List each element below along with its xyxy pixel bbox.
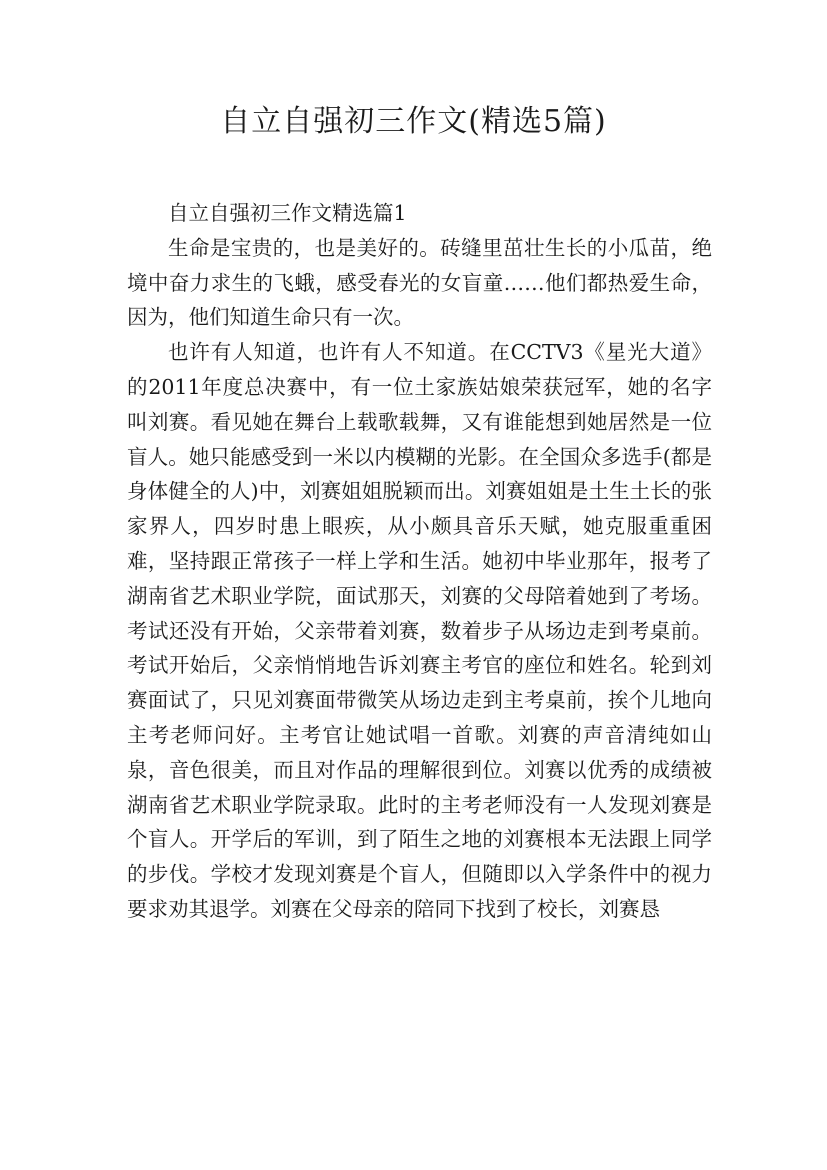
paragraph-2: 也许有人知道，也许有人不知道。在CCTV3《星光大道》的2011年度总决赛中，有一位土家族姑娘荣获冠军，她的名字叫刘赛。看见她在舞台上载歌载舞，又有谁能想到她居然是一位盲人。她只能感受到一米以内模糊的光影。在全国众多选手(都是身体健全的人)中，刘赛姐姐脱颖而出。刘赛姐姐是土生土长的张家界人，四岁时患上眼疾，从小颇具音乐天赋，她克服重重困难，坚持跟正常孩子一样上学和生活。她初中毕业那年，报考了湖南省艺术职业学院，面试那天，刘赛的父母陪着她到了考场。考试还没有开始，父亲带着刘赛，数着步子从场边走到考桌前。考试开始后，父亲悄悄地告诉刘赛主考官的座位和姓名。轮到刘赛面试了，只见刘赛面带微笑从场边走到主考桌前，挨个儿地向主考老师问好。主考官让她试唱一首歌。刘赛的声音清纯如山泉，音色很美，而且对作品的理解很到位。刘赛以优秀的成绩被湖南省艺术职业学院录取。此时的主考老师没有一人发现刘赛是个盲人。开学后的军训，到了陌生之地的刘赛根本无法跟上同学的步伐。学校才发现刘赛是个盲人，但随即以入学条件中的视力要求劝其退学。刘赛在父母亲的陪同下找到了校长，刘赛恳 <box>127 340 712 921</box>
document-body <box>127 196 712 927</box>
section-heading: 自立自强初三作文精选篇1 <box>168 201 407 225</box>
document-title: 自立自强初三作文(精选5篇) <box>220 104 607 139</box>
paragraph-1: 生命是宝贵的，也是美好的。砖缝里茁壮生长的小瓜苗，绝境中奋力求生的飞蛾，感受春光的女盲童……他们都热爱生命，因为，他们知道生命只有一次。 <box>127 235 712 330</box>
